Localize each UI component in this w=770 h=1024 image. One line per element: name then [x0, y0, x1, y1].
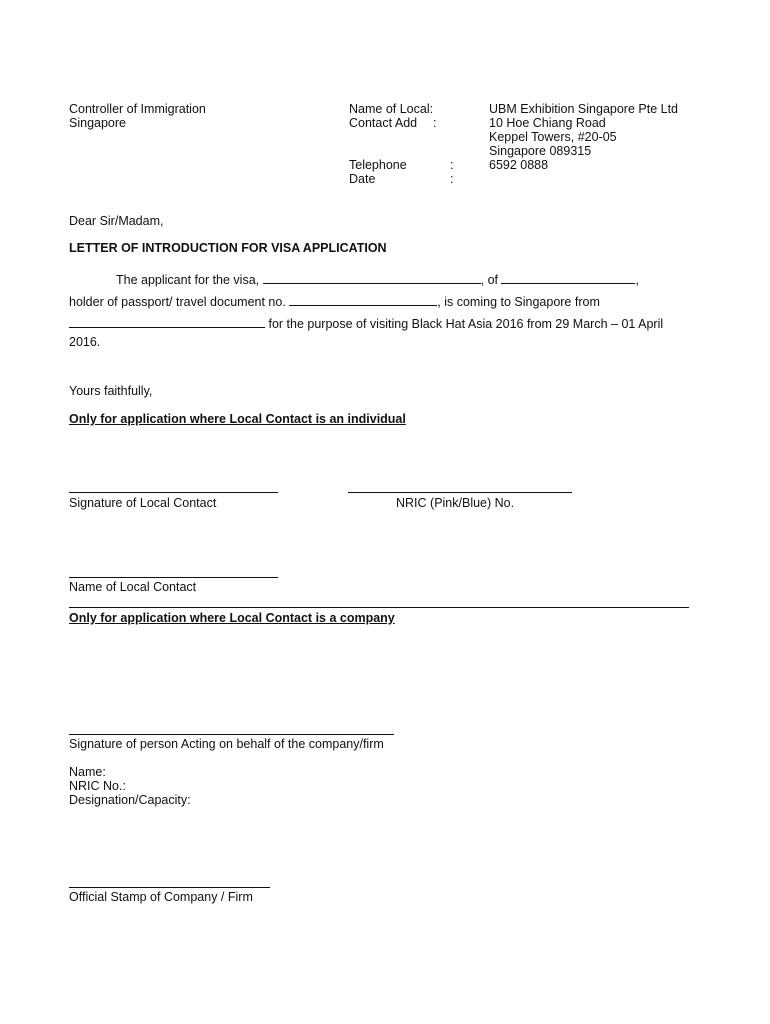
- addressee-line-1: Controller of Immigration: [69, 102, 206, 116]
- address-line-3: Singapore 089315: [489, 144, 592, 158]
- body-text-2a: holder of passport/ travel document no.: [69, 295, 286, 309]
- telephone-label: Telephone: [349, 158, 407, 172]
- telephone-value: 6592 0888: [489, 158, 549, 172]
- nric-label: NRIC (Pink/Blue) No.: [396, 496, 515, 510]
- local-contact-signature-label: Signature of Local Contact: [69, 496, 217, 510]
- company-signature-line[interactable]: [69, 734, 394, 735]
- body-text-3: for the purpose of visiting Black Hat Asia 2016 from 29 March – 01 April: [268, 317, 664, 331]
- section-divider: [69, 607, 689, 608]
- body-text-1b: , of: [480, 273, 498, 287]
- company-name: UBM Exhibition Singapore Pte Ltd: [489, 102, 678, 116]
- official-stamp-label: Official Stamp of Company / Firm: [69, 890, 253, 904]
- designation-label: Designation/Capacity:: [69, 793, 191, 807]
- addressee-line-2: Singapore: [69, 116, 126, 130]
- body-text-1c: ,: [635, 273, 639, 287]
- body-text-2b: , is coming to Singapore from: [437, 295, 600, 309]
- individual-section-heading: Only for application where Local Contact is an individual: [69, 412, 406, 426]
- date-colon: :: [450, 172, 454, 186]
- body-line-1: [116, 271, 639, 287]
- contact-address-colon: :: [433, 116, 437, 130]
- body-line-4: 2016.: [69, 335, 101, 349]
- address-line-2: Keppel Towers, #20-05: [489, 130, 617, 144]
- company-name-label: Name:: [69, 765, 106, 779]
- salutation: Dear Sir/Madam,: [69, 214, 164, 228]
- local-contact-signature-line[interactable]: [69, 492, 278, 493]
- local-contact-name-label: Name of Local Contact: [69, 580, 197, 594]
- address-line-1: 10 Hoe Chiang Road: [489, 116, 606, 130]
- closing: Yours faithfully,: [69, 384, 153, 398]
- letter-subject: LETTER OF INTRODUCTION FOR VISA APPLICATION: [69, 241, 387, 255]
- official-stamp-line[interactable]: [69, 887, 270, 888]
- company-nric-label: NRIC No.:: [69, 779, 126, 793]
- contact-address-label: Contact Add: [349, 116, 418, 130]
- name-of-local-label: Name of Local:: [349, 102, 434, 116]
- date-label: Date: [349, 172, 376, 186]
- body-line-3: [69, 315, 663, 331]
- nric-line[interactable]: [348, 492, 572, 493]
- body-text-1a: The applicant for the visa,: [116, 273, 260, 287]
- applicant-name-blank[interactable]: [263, 271, 481, 284]
- passport-number-blank[interactable]: [289, 293, 437, 306]
- applicant-origin-blank[interactable]: [501, 271, 635, 284]
- origin-country-blank[interactable]: [69, 315, 265, 328]
- telephone-colon: :: [450, 158, 454, 172]
- company-section-heading: Only for application where Local Contact is a company: [69, 611, 395, 625]
- company-signature-label: Signature of person Acting on behalf of the company/firm: [69, 737, 384, 751]
- local-contact-name-line[interactable]: [69, 577, 278, 578]
- body-line-2: [69, 293, 600, 309]
